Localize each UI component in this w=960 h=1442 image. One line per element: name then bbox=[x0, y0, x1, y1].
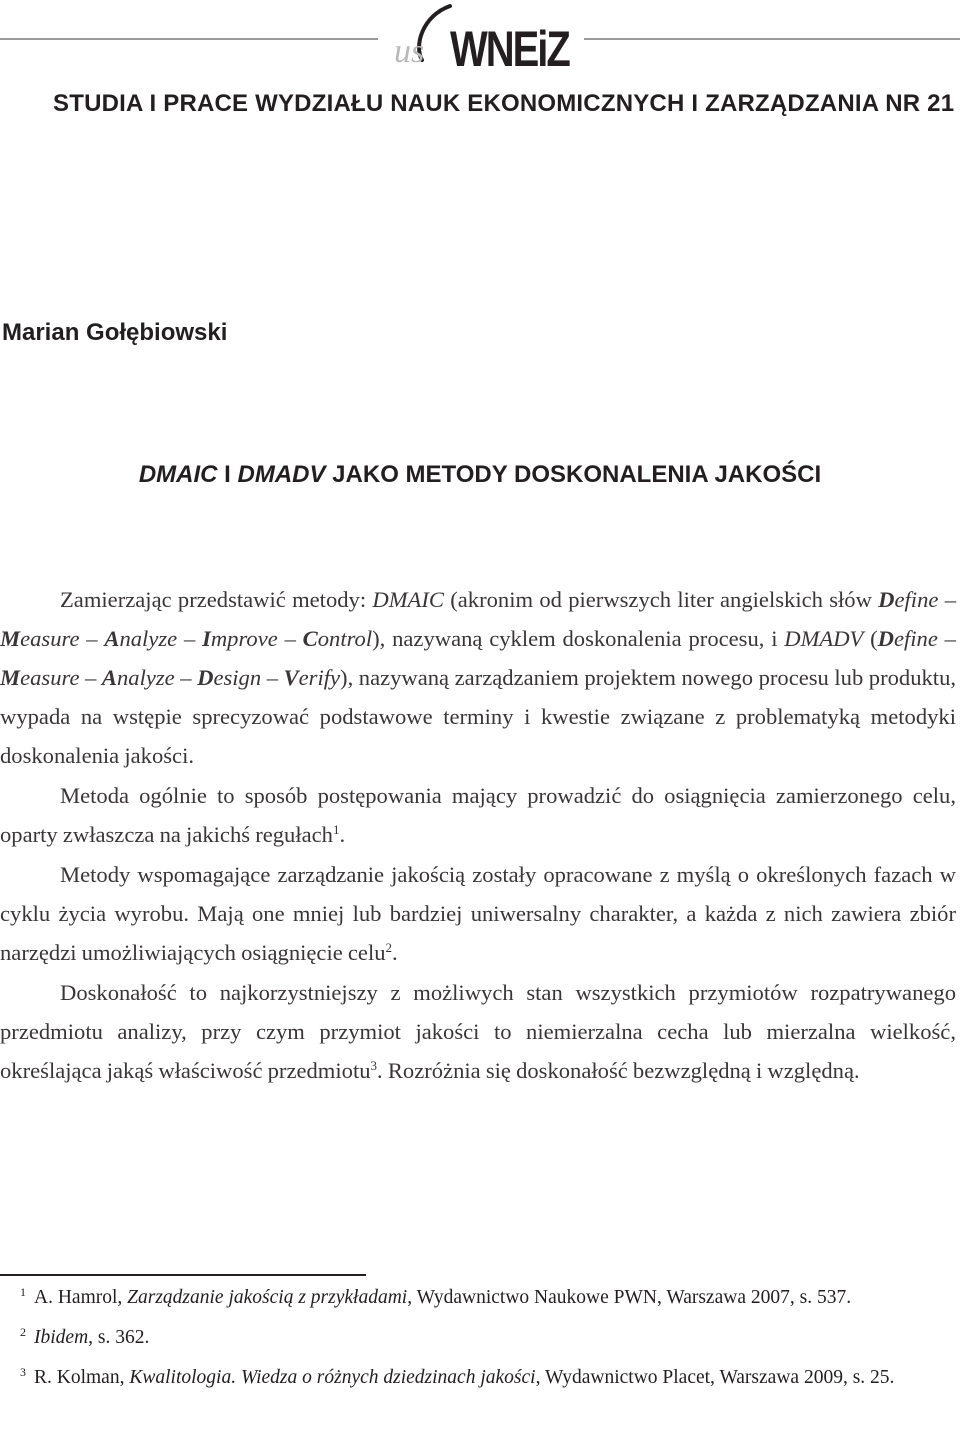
text-run: . Rozróżnia się doskonałość bezwzględną i względną. bbox=[377, 1058, 860, 1083]
text-run: – bbox=[79, 626, 105, 651]
italic-run: DMAIC bbox=[372, 587, 444, 612]
text-run: – bbox=[277, 626, 303, 651]
italic-run: nalyze bbox=[119, 626, 178, 651]
footnote-ref: 2 bbox=[385, 940, 393, 955]
text-run: Doskonałość to najkorzystniejszy z możliwych stan wszystkich przymiotów rozpatrywanego przedmiotu analizy, przy czym przymiot jakości to niemierzalna cecha lub mierzalna wielkość, określająca jakąś właściwość przedmiotu bbox=[0, 980, 956, 1083]
acronym-letter: C bbox=[302, 626, 318, 651]
text-run: – bbox=[174, 665, 198, 690]
footnote-ref: 1 bbox=[332, 822, 340, 837]
title-acronym-dmadv: DMADV bbox=[237, 461, 326, 488]
article-body bbox=[0, 580, 956, 1090]
author-name: Marian Gołębiowski bbox=[2, 319, 228, 346]
title-acronym-dmaic: DMAIC bbox=[138, 461, 218, 488]
text-run: A. Hamrol, bbox=[34, 1287, 128, 1308]
footnote-separator bbox=[0, 1274, 366, 1276]
text-run: Metody wspomagające zarządzanie jakością zostały opracowane z myślą o określonych fazach w cyklu życia wyrobu. Mają one mniej lub bardziej uniwersalny charakter, a każda z nich zawiera zbiór narzędzi umożliwiających osiągnięcie celu bbox=[0, 862, 956, 965]
text-run: – bbox=[177, 626, 203, 651]
footnote bbox=[0, 1284, 956, 1312]
body-paragraph bbox=[0, 973, 956, 1090]
footnotes bbox=[0, 1284, 956, 1392]
text-run: , Wydawnictwo Placet, Warszawa 2009, s. 25. bbox=[535, 1367, 895, 1388]
logo-script: us bbox=[394, 33, 425, 70]
acronym-letter: D bbox=[878, 587, 895, 612]
italic-run: nalyze bbox=[116, 665, 175, 690]
footnote bbox=[0, 1324, 956, 1352]
acronym-letter: A bbox=[101, 665, 117, 690]
acronym-letter: I bbox=[202, 626, 211, 651]
acronym-letter: V bbox=[283, 665, 299, 690]
header-rule-right bbox=[584, 38, 960, 40]
text-run: – bbox=[937, 626, 956, 651]
italic-run: easure bbox=[20, 626, 80, 651]
acronym-letter: M bbox=[0, 665, 21, 690]
italic-run: efine bbox=[894, 587, 939, 612]
text-run: – bbox=[79, 665, 102, 690]
italic-run: Zarządzanie jakością z przykładami bbox=[127, 1287, 408, 1308]
body-paragraph bbox=[0, 580, 956, 775]
text-run: ), nazywaną zarządzaniem projektem nowego procesu lub produktu, wypada na wstępie sprecyzować podstawowe terminy i kwestie związane z problematyką metodyki doskonalenia jakości. bbox=[0, 665, 957, 768]
italic-run: Kwalitologia. Wiedza o różnych dziedzinach jakości bbox=[129, 1367, 536, 1388]
footnote bbox=[0, 1364, 956, 1392]
acronym-letter: D bbox=[197, 665, 214, 690]
journal-title: STUDIA I PRACE WYDZIAŁU NAUK EKONOMICZNYCH I ZARZĄDZANIA NR 21 bbox=[53, 90, 955, 117]
acronym-letter: A bbox=[104, 626, 120, 651]
italic-run: DMADV bbox=[784, 626, 864, 651]
text-run: R. Kolman, bbox=[34, 1367, 130, 1388]
italic-run: Ibidem bbox=[34, 1327, 89, 1348]
text-run: ), nazywaną cyklem doskonalenia procesu, i bbox=[372, 626, 785, 651]
body-paragraph bbox=[0, 776, 956, 854]
footnote-ref: 3 bbox=[370, 1058, 378, 1073]
footnote-ref: 1 bbox=[20, 1285, 26, 1299]
acronym-letter: M bbox=[0, 626, 21, 651]
header-rule-left bbox=[0, 38, 378, 40]
text-run: Metoda ogólnie to sposób postępowania mający prowadzić do osiągnięcia zamierzonego celu, oparty zwłaszcza na jakichś regułach bbox=[0, 783, 956, 847]
acronym-letter: D bbox=[877, 626, 894, 651]
footnote-ref: 3 bbox=[20, 1365, 26, 1379]
title-rest: JAKO METODY DOSKONALENIA JAKOŚCI bbox=[325, 461, 822, 488]
italic-run: easure bbox=[20, 665, 80, 690]
text-run: – bbox=[938, 587, 956, 612]
wneiz-logo bbox=[388, 0, 578, 78]
text-run: ( bbox=[863, 626, 878, 651]
text-run: , Wydawnictwo Naukowe PWN, Warszawa 2007, s. 537. bbox=[407, 1287, 852, 1308]
text-run: . bbox=[392, 940, 398, 965]
logo-wordmark: WNEiZ bbox=[450, 20, 569, 78]
italic-run: mprove bbox=[210, 626, 278, 651]
italic-run: erify bbox=[298, 665, 341, 690]
text-run: . bbox=[339, 822, 346, 847]
title-connector: I bbox=[217, 461, 238, 488]
footnote-ref: 2 bbox=[20, 1325, 26, 1339]
italic-run: ontrol bbox=[317, 626, 373, 651]
italic-run: efine bbox=[893, 626, 938, 651]
body-paragraph bbox=[0, 855, 956, 972]
text-run: – bbox=[261, 665, 284, 690]
text-run: (akronim od pierwszych liter angielskich słów bbox=[443, 587, 879, 612]
article-title bbox=[0, 457, 960, 493]
text-run: , s. 362. bbox=[88, 1327, 150, 1348]
text-run: Zamierzając przedstawić metody: bbox=[60, 587, 373, 612]
italic-run: esign bbox=[213, 665, 262, 690]
